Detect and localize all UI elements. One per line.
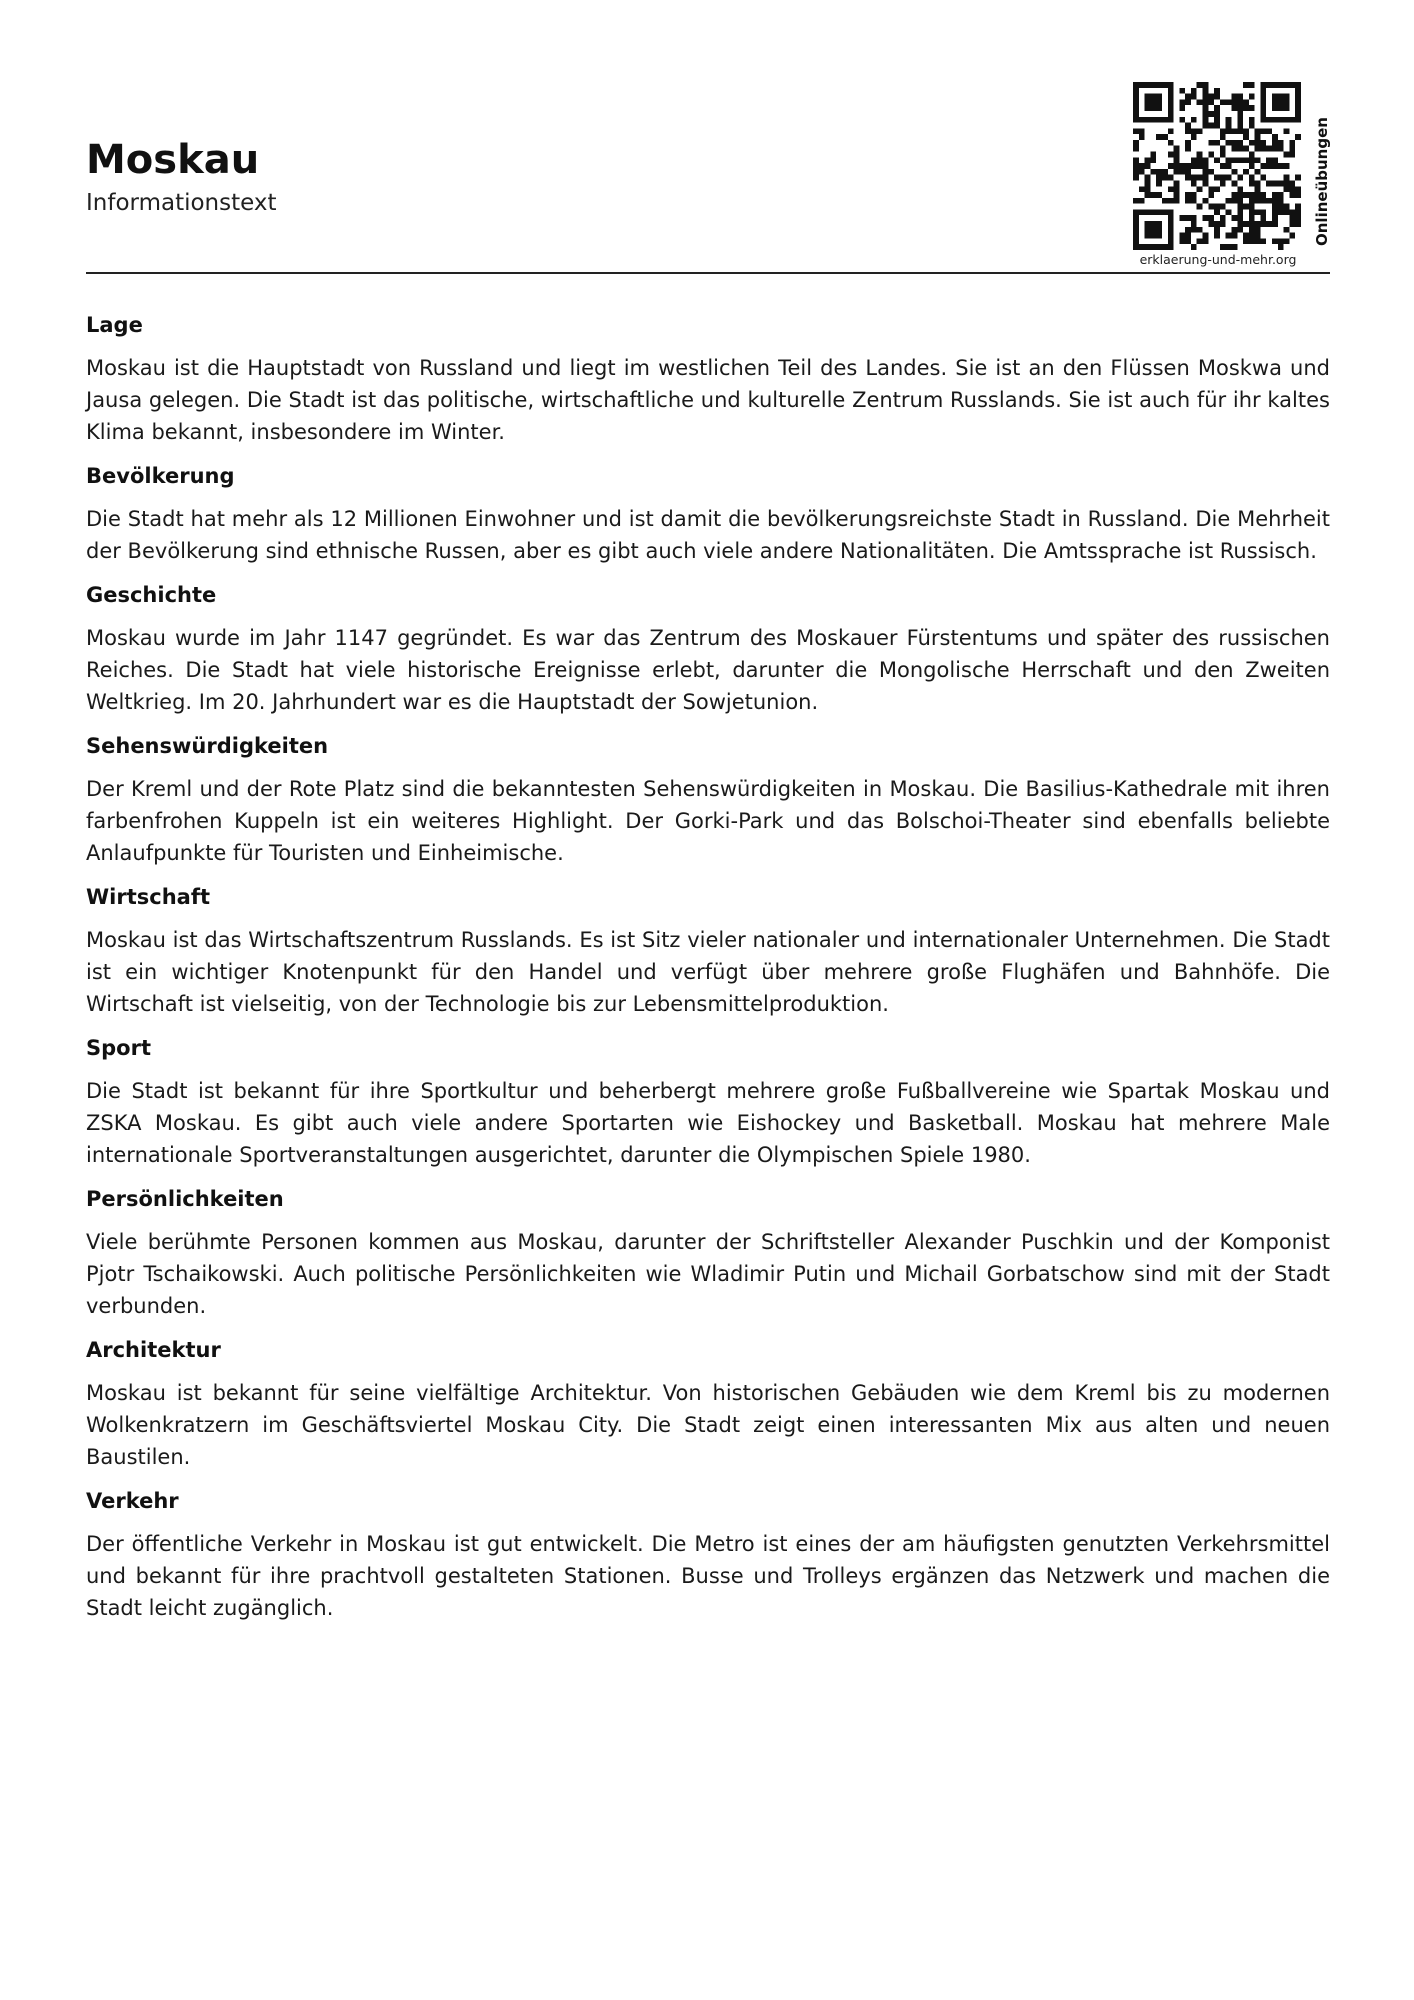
- section-heading: Architektur: [86, 1338, 221, 1362]
- section-heading: Lage: [86, 313, 143, 337]
- section-text: Der öffentliche Verkehr in Moskau ist gut entwickelt. Die Metro ist eines der am häufigsten genutzten Verkehrsmittel und bekannt für ihre prachtvoll gestalteten Stationen. Busse und Trolleys ergänzen das Netzwerk und machen die Stadt leicht zugänglich.: [86, 1532, 1330, 1620]
- section-bevoelkerung: [86, 461, 1330, 567]
- section-architektur: [86, 1335, 1330, 1473]
- header-divider: [86, 272, 1330, 274]
- section-geschichte: [86, 580, 1330, 718]
- section-persoenlichkeiten: [86, 1184, 1330, 1322]
- section-sehenswuerdigkeiten: [86, 731, 1330, 869]
- section-text: Viele berühmte Personen kommen aus Moskau, darunter der Schriftsteller Alexander Puschkin und der Komponist Pjotr Tschaikowski. Auch politische Persönlichkeiten wie Wladimir Putin und Michail Gorbatschow sind mit der Stadt verbunden.: [86, 1230, 1330, 1318]
- page-subtitle: Informationstext: [86, 190, 277, 216]
- section-heading: Geschichte: [86, 583, 217, 607]
- section-text: Der Kreml und der Rote Platz sind die bekanntesten Sehenswürdigkeiten in Moskau. Die Basilius-Kathedrale mit ihren farbenfrohen Kuppeln ist ein weiteres Highlight. Der Gorki-Park und das Bolschoi-Theater sind ebenfalls beliebte Anlaufpunkte für Touristen und Einheimische.: [86, 777, 1330, 865]
- main-content: [86, 310, 1330, 1637]
- qr-code-icon[interactable]: [1133, 82, 1301, 250]
- section-text: Moskau ist das Wirtschaftszentrum Russlands. Es ist Sitz vieler nationaler und internationaler Unternehmen. Die Stadt ist ein wichtiger Knotenpunkt für den Handel und verfügt über mehrere große Flughäfen und Bahnhöfe. Die Wirtschaft ist vielseitig, von der Technologie bis zur Lebensmittelproduktion.: [86, 928, 1330, 1016]
- section-heading: Verkehr: [86, 1489, 179, 1513]
- section-heading: Sport: [86, 1036, 151, 1060]
- section-heading: Sehenswürdigkeiten: [86, 734, 329, 758]
- section-text: Moskau ist die Hauptstadt von Russland und liegt im westlichen Teil des Landes. Sie ist an den Flüssen Moskwa und Jausa gelegen. Die Stadt ist das politische, wirtschaftliche und kulturelle Zentrum Russlands. Sie ist auch für ihr kaltes Klima bekannt, insbesondere im Winter.: [86, 356, 1330, 444]
- section-text: Die Stadt ist bekannt für ihre Sportkultur und beherbergt mehrere große Fußballvereine wie Spartak Moskau und ZSKA Moskau. Es gibt auch viele andere Sportarten wie Eishockey und Basketball. Moskau hat mehrere Male internationale Sportveranstaltungen ausgerichtet, darunter die Olympischen Spiele 1980.: [86, 1079, 1330, 1167]
- section-sport: [86, 1033, 1330, 1171]
- section-text: Die Stadt hat mehr als 12 Millionen Einwohner und ist damit die bevölkerungsreichste Stadt in Russland. Die Mehrheit der Bevölkerung sind ethnische Russen, aber es gibt auch viele andere Nationalitäten. Die Amtssprache ist Russisch.: [86, 507, 1330, 563]
- qr-side-label: Onlineübungen: [1313, 117, 1331, 246]
- section-heading: Bevölkerung: [86, 464, 235, 488]
- section-heading: Persönlichkeiten: [86, 1187, 284, 1211]
- section-heading: Wirtschaft: [86, 885, 211, 909]
- section-wirtschaft: [86, 882, 1330, 1020]
- page-title: Moskau: [86, 137, 260, 183]
- qr-url[interactable]: erklaerung-und-mehr.org: [1139, 252, 1297, 267]
- section-lage: [86, 310, 1330, 448]
- qr-code-modules: [1133, 82, 1301, 250]
- page-header: [86, 80, 1330, 276]
- section-text: Moskau wurde im Jahr 1147 gegründet. Es war das Zentrum des Moskauer Fürstentums und später des russischen Reiches. Die Stadt hat viele historische Ereignisse erlebt, darunter die Mongolische Herrschaft und den Zweiten Weltkrieg. Im 20. Jahrhundert war es die Hauptstadt der Sowjetunion.: [86, 626, 1330, 714]
- section-text: Moskau ist bekannt für seine vielfältige Architektur. Von historischen Gebäuden wie dem Kreml bis zu modernen Wolkenkratzern im Geschäftsviertel Moskau City. Die Stadt zeigt einen interessanten Mix aus alten und neuen Baustilen.: [86, 1381, 1330, 1469]
- section-verkehr: [86, 1486, 1330, 1624]
- qr-block: [1121, 80, 1331, 276]
